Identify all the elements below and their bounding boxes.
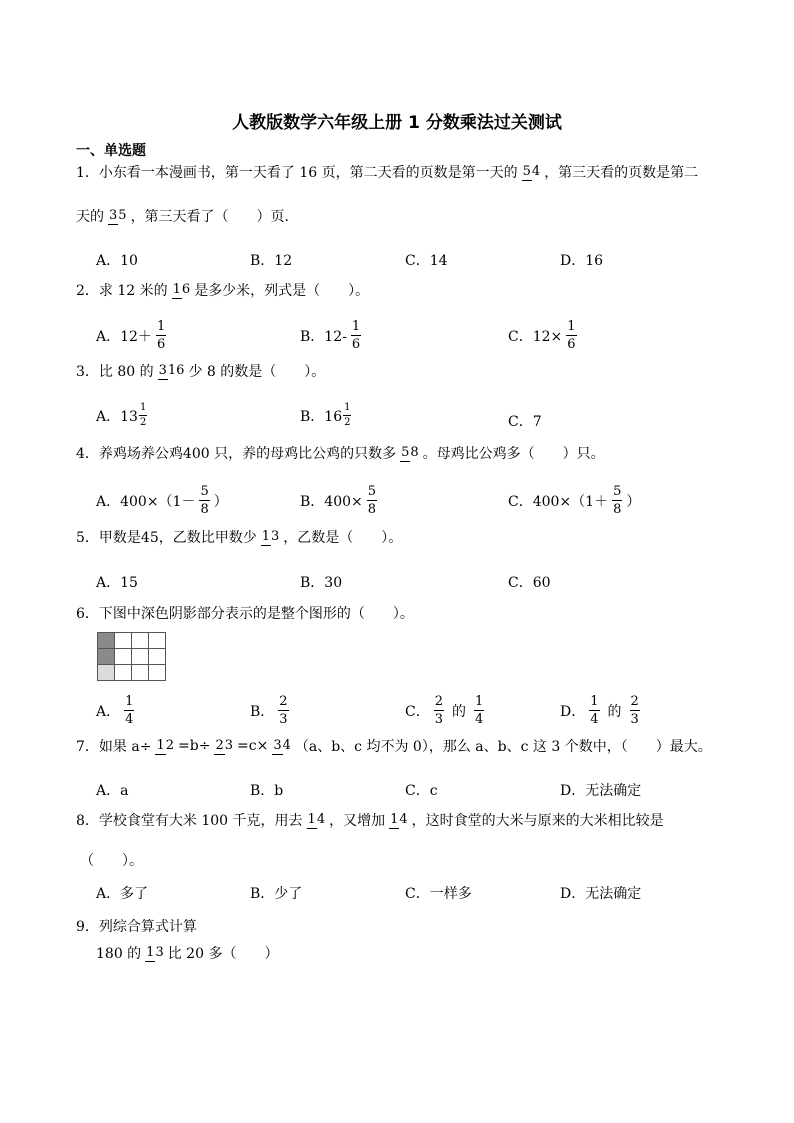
option-label: ） bbox=[626, 493, 641, 510]
fraction: 35 bbox=[109, 208, 127, 223]
fraction: $\frac{1}{6}$ bbox=[567, 319, 576, 352]
option-label: A．12＋ bbox=[96, 328, 152, 345]
q1-option-d[interactable]: D．16 bbox=[560, 253, 604, 269]
q2-option-c[interactable] bbox=[508, 320, 581, 351]
option-label: C．400×（1＋ bbox=[508, 493, 609, 510]
q6-option-b[interactable] bbox=[250, 695, 293, 726]
q8-option-a[interactable]: A．多了 bbox=[96, 886, 149, 902]
q8-text: ，又增加 bbox=[329, 813, 386, 829]
q4-option-b[interactable] bbox=[300, 485, 381, 516]
q7-text: =b÷ bbox=[178, 738, 211, 754]
fraction: $\frac{2}{3}$ bbox=[630, 694, 639, 727]
fraction: $\frac{1}{4}$ bbox=[125, 694, 134, 727]
q1-option-a[interactable]: A．10 bbox=[96, 253, 138, 269]
option-label: B． bbox=[250, 703, 275, 720]
q5-option-c[interactable]: C．60 bbox=[508, 575, 551, 591]
q8-text: ，这时食堂的大米与原来的大米相比较是 bbox=[411, 813, 664, 829]
question-9 bbox=[76, 916, 197, 936]
question-4 bbox=[76, 443, 605, 463]
q4-option-a[interactable] bbox=[96, 485, 228, 516]
q9-text: 180 的 bbox=[96, 946, 142, 962]
q3-option-a[interactable] bbox=[96, 403, 147, 428]
q9-text: 9．列综合算式计算 bbox=[76, 919, 197, 935]
fraction: $\frac{1}{6}$ bbox=[351, 319, 361, 352]
q4-text: 4．养鸡场养公鸡400 只，养的母鸡比公鸡的只数多 bbox=[76, 446, 397, 462]
shaded-grid-figure bbox=[97, 632, 166, 681]
question-7 bbox=[76, 736, 712, 756]
q7-text: 7．如果 a÷ bbox=[76, 739, 152, 755]
fraction: 54 bbox=[522, 164, 541, 179]
section-heading: 一、单选题 bbox=[76, 143, 146, 159]
q1-option-c[interactable]: C．14 bbox=[405, 253, 448, 269]
q7-option-c[interactable]: C．c bbox=[405, 783, 438, 799]
q2-option-a[interactable] bbox=[96, 320, 170, 351]
question-1-line2 bbox=[76, 206, 299, 226]
fraction: $\frac{1}{2}$ bbox=[139, 402, 147, 428]
q7-option-a[interactable]: A．a bbox=[96, 783, 129, 799]
q7-option-b[interactable]: B．b bbox=[250, 783, 284, 799]
question-2 bbox=[76, 280, 369, 300]
q1-text: 1．小东看一本漫画书，第一天看了 16 页，第二天看的页数是第一天的 bbox=[76, 165, 518, 181]
option-label: C．12× bbox=[508, 328, 563, 345]
q5-option-a[interactable]: A．15 bbox=[96, 575, 138, 591]
fraction: 14 bbox=[307, 812, 326, 827]
fraction: $\frac{2}{3}$ bbox=[434, 694, 443, 727]
question-5 bbox=[76, 527, 402, 547]
question-3 bbox=[76, 361, 325, 381]
q4-option-c[interactable] bbox=[508, 485, 640, 516]
option-label: ） bbox=[213, 493, 228, 510]
option-label: B．16 bbox=[300, 408, 343, 425]
q9-text: 比 20 多（ ） bbox=[167, 946, 279, 962]
q8-text: 8．学校食堂有大米 100 千克，用去 bbox=[76, 813, 303, 829]
option-label: B．400× bbox=[300, 493, 363, 510]
q6-text: 6．下图中深色阴影部分表示的是整个图形的（ ）。 bbox=[76, 606, 414, 622]
fraction: 13 bbox=[261, 529, 280, 544]
q1-text: ，第三天看的页数是第二 bbox=[544, 165, 699, 181]
q5-text: 5．甲数是45，乙数比甲数少 bbox=[76, 530, 257, 546]
fraction: 14 bbox=[390, 812, 408, 827]
q8-option-c[interactable]: C．一样多 bbox=[405, 886, 472, 902]
q6-option-c[interactable] bbox=[405, 695, 488, 726]
fraction: 316 bbox=[158, 363, 185, 378]
fraction: $\frac{5}{8}$ bbox=[367, 484, 377, 517]
q8-text: （ ）。 bbox=[80, 853, 143, 869]
q6-option-d[interactable] bbox=[560, 695, 644, 726]
q7-text: =c× bbox=[237, 738, 269, 754]
q3-option-c[interactable]: C．7 bbox=[508, 414, 542, 430]
q8-option-d[interactable]: D．无法确定 bbox=[560, 886, 642, 902]
question-6 bbox=[76, 603, 414, 623]
q1-text: 天的 bbox=[76, 209, 104, 225]
option-label: A．13 bbox=[96, 408, 138, 425]
option-label: B．12- bbox=[300, 328, 347, 345]
q7-text: （a、b、c 均不为 0），那么 a、b、c 这 3 个数中，（ ）最大。 bbox=[294, 739, 712, 755]
q1-text: ，第三天看了（ ）页． bbox=[130, 209, 299, 225]
fraction: $\frac{1}{2}$ bbox=[344, 402, 351, 428]
option-label: A． bbox=[96, 703, 121, 720]
question-9-expression bbox=[96, 943, 278, 963]
q4-text: 。母鸡比公鸡多（ ）只。 bbox=[422, 446, 605, 462]
fraction: 12 bbox=[156, 738, 174, 753]
question-1 bbox=[76, 162, 698, 182]
option-label: A．400×（1－ bbox=[96, 493, 196, 510]
q3-text: 少 8 的数是（ ）。 bbox=[188, 364, 326, 380]
fraction: 58 bbox=[401, 445, 419, 460]
page-title: 人教版数学六年级上册 1 分数乘法过关测试 bbox=[232, 113, 562, 133]
q5-text: ，乙数是（ ）。 bbox=[283, 530, 403, 546]
fraction: $\frac{1}{6}$ bbox=[156, 319, 166, 352]
option-label: 的 bbox=[452, 703, 466, 720]
fraction: 13 bbox=[146, 945, 164, 960]
fraction: 23 bbox=[215, 738, 233, 753]
q2-text: 2．求 12 米的 bbox=[76, 283, 168, 299]
option-label: C． bbox=[405, 703, 430, 720]
q7-option-d[interactable]: D．无法确定 bbox=[560, 783, 642, 799]
fraction: $\frac{5}{8}$ bbox=[613, 484, 622, 517]
q5-option-b[interactable]: B．30 bbox=[300, 575, 343, 591]
fraction: $\frac{2}{3}$ bbox=[279, 694, 288, 727]
fraction: 34 bbox=[273, 738, 291, 753]
fraction: 16 bbox=[172, 282, 191, 297]
q8-option-b[interactable]: B．少了 bbox=[250, 886, 303, 902]
q3-text: 3．比 80 的 bbox=[76, 364, 154, 380]
fraction: $\frac{1}{4}$ bbox=[590, 694, 599, 727]
option-label: 的 bbox=[607, 703, 622, 720]
q2-option-b[interactable] bbox=[300, 320, 365, 351]
question-8-line2 bbox=[80, 850, 143, 870]
fraction: $\frac{1}{4}$ bbox=[475, 694, 484, 727]
option-label: D． bbox=[560, 703, 586, 720]
fraction: $\frac{5}{8}$ bbox=[200, 484, 209, 517]
q6-option-a[interactable] bbox=[96, 695, 138, 726]
q1-option-b[interactable]: B．12 bbox=[250, 253, 293, 269]
q2-text: 是多少米，列式是（ ）。 bbox=[194, 283, 370, 299]
q3-option-b[interactable] bbox=[300, 403, 351, 428]
question-8 bbox=[76, 810, 664, 830]
